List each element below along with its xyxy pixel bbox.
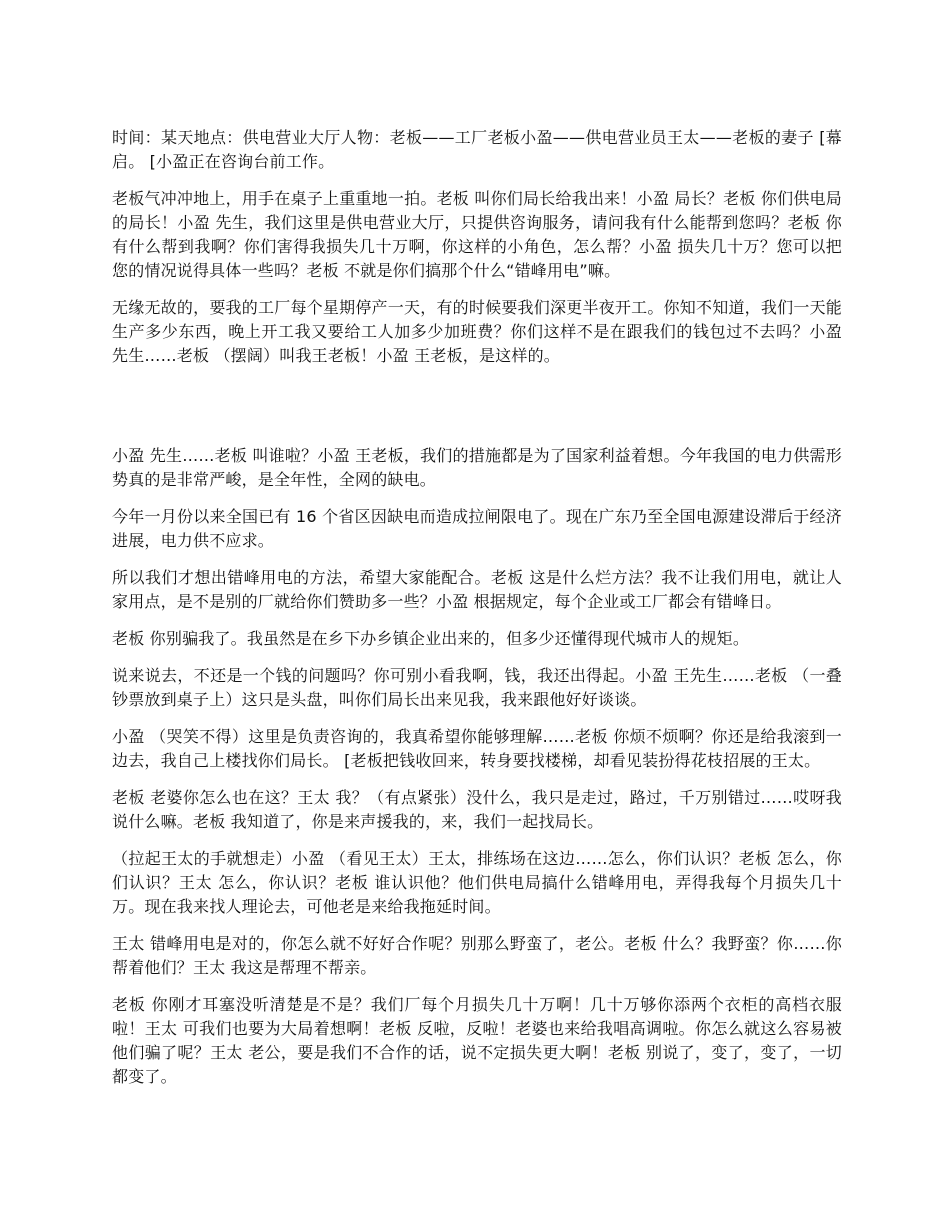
paragraph: 老板 老婆你怎么也在这？王太 我？（有点紧张）没什么，我只是走过，路过，千万别错过……哎呀我说什么嘛。老板 我知道了，你是来声援我的，来，我们一起找局长。 <box>112 788 842 831</box>
paragraph: 无缘无故的，要我的工厂每个星期停产一天，有的时候要我们深更半夜开工。你知不知道，我们一天能生产多少东西，晚上开工我又要给工人加多少加班费？你们这样不是在跟我们的钱包过不去吗？小盈 先生……老板 （摆阔）叫我王老板！小盈 王老板，是这样的。 <box>112 298 842 365</box>
document-body-bottom <box>112 444 842 1102</box>
paragraph: 小盈 先生……老板 叫谁啦？小盈 王老板，我们的措施都是为了国家利益着想。今年我国的电力供需形势真的是非常严峻，是全年性，全网的缺电。 <box>112 446 842 489</box>
paragraph: （拉起王太的手就想走）小盈 （看见王太）王太，排练场在这边……怎么，你们认识？老板 怎么，你们认识？王太 怎么，你认识？老板 谁认识他？他们供电局搞什么错峰用电，弄得我每个月损失几十万。现在我来找人理论去，可他老是来给我拖延时间。 <box>112 849 842 916</box>
document-body-top <box>112 126 842 381</box>
paragraph: 老板 你刚才耳塞没听清楚是不是？我们厂每个月损失几十万啊！几十万够你添两个衣柜的高档衣服啦！王太 可我们也要为大局着想啊！老板 反啦，反啦！老婆也来给我唱高调啦。你怎么就这么容易被他们骗了呢？王太 老公，要是我们不合作的话，说不定损失更大啊！老板 别说了，变了，变了，一切都变了。 <box>112 995 842 1086</box>
paragraph: 所以我们才想出错峰用电的方法，希望大家能配合。老板 这是什么烂方法？我不让我们用电，就让人家用点，是不是别的厂就给你们赞助多一些？小盈 根据规定，每个企业或工厂都会有错峰日。 <box>112 568 842 611</box>
paragraph: 小盈 （哭笑不得）这里是负责咨询的，我真希望你能够理解……老板 你烦不烦啊？你还是给我滚到一边去，我自己上楼找你们局长。 [老板把钱收回来，转身要找楼梯，却看见装扮得花枝招展的王太。 <box>112 727 842 770</box>
paragraph: 老板 你别骗我了。我虽然是在乡下办乡镇企业出来的，但多少还懂得现代城市人的规矩。 <box>112 629 750 648</box>
paragraph: 王太 错峰用电是对的，你怎么就不好好合作呢？别那么野蛮了，老公。老板 什么？我野蛮？你……你帮着他们？王太 我这是帮理不帮亲。 <box>112 934 842 977</box>
paragraph: 时间：某天地点：供电营业大厅人物：老板——工厂老板小盈——供电营业员王太——老板的妻子 [幕启。 [小盈正在咨询台前工作。 <box>112 128 842 171</box>
paragraph: 老板气冲冲地上，用手在桌子上重重地一拍。老板 叫你们局长给我出来！小盈 局长？老板 你们供电局的局长！小盈 先生，我们这里是供电营业大厅，只提供咨询服务，请问我有什么能帮到您吗？老板 你有什么帮到我啊？你们害得我损失几十万啊，你这样的小角色，怎么帮？小盈 损失几十万？您可以把您的情况说得具体一些吗？老板 不就是你们搞那个什么“错峰用电”嘛。 <box>112 189 842 280</box>
paragraph: 今年一月份以来全国已有 16 个省区因缺电而造成拉闸限电了。现在广东乃至全国电源建设滞后于经济进展，电力供不应求。 <box>112 507 842 550</box>
paragraph: 说来说去，不还是一个钱的问题吗？你可别小看我啊，钱，我还出得起。小盈 王先生……老板 （一叠钞票放到桌子上）这只是头盘，叫你们局长出来见我，我来跟他好好谈谈。 <box>112 666 842 709</box>
